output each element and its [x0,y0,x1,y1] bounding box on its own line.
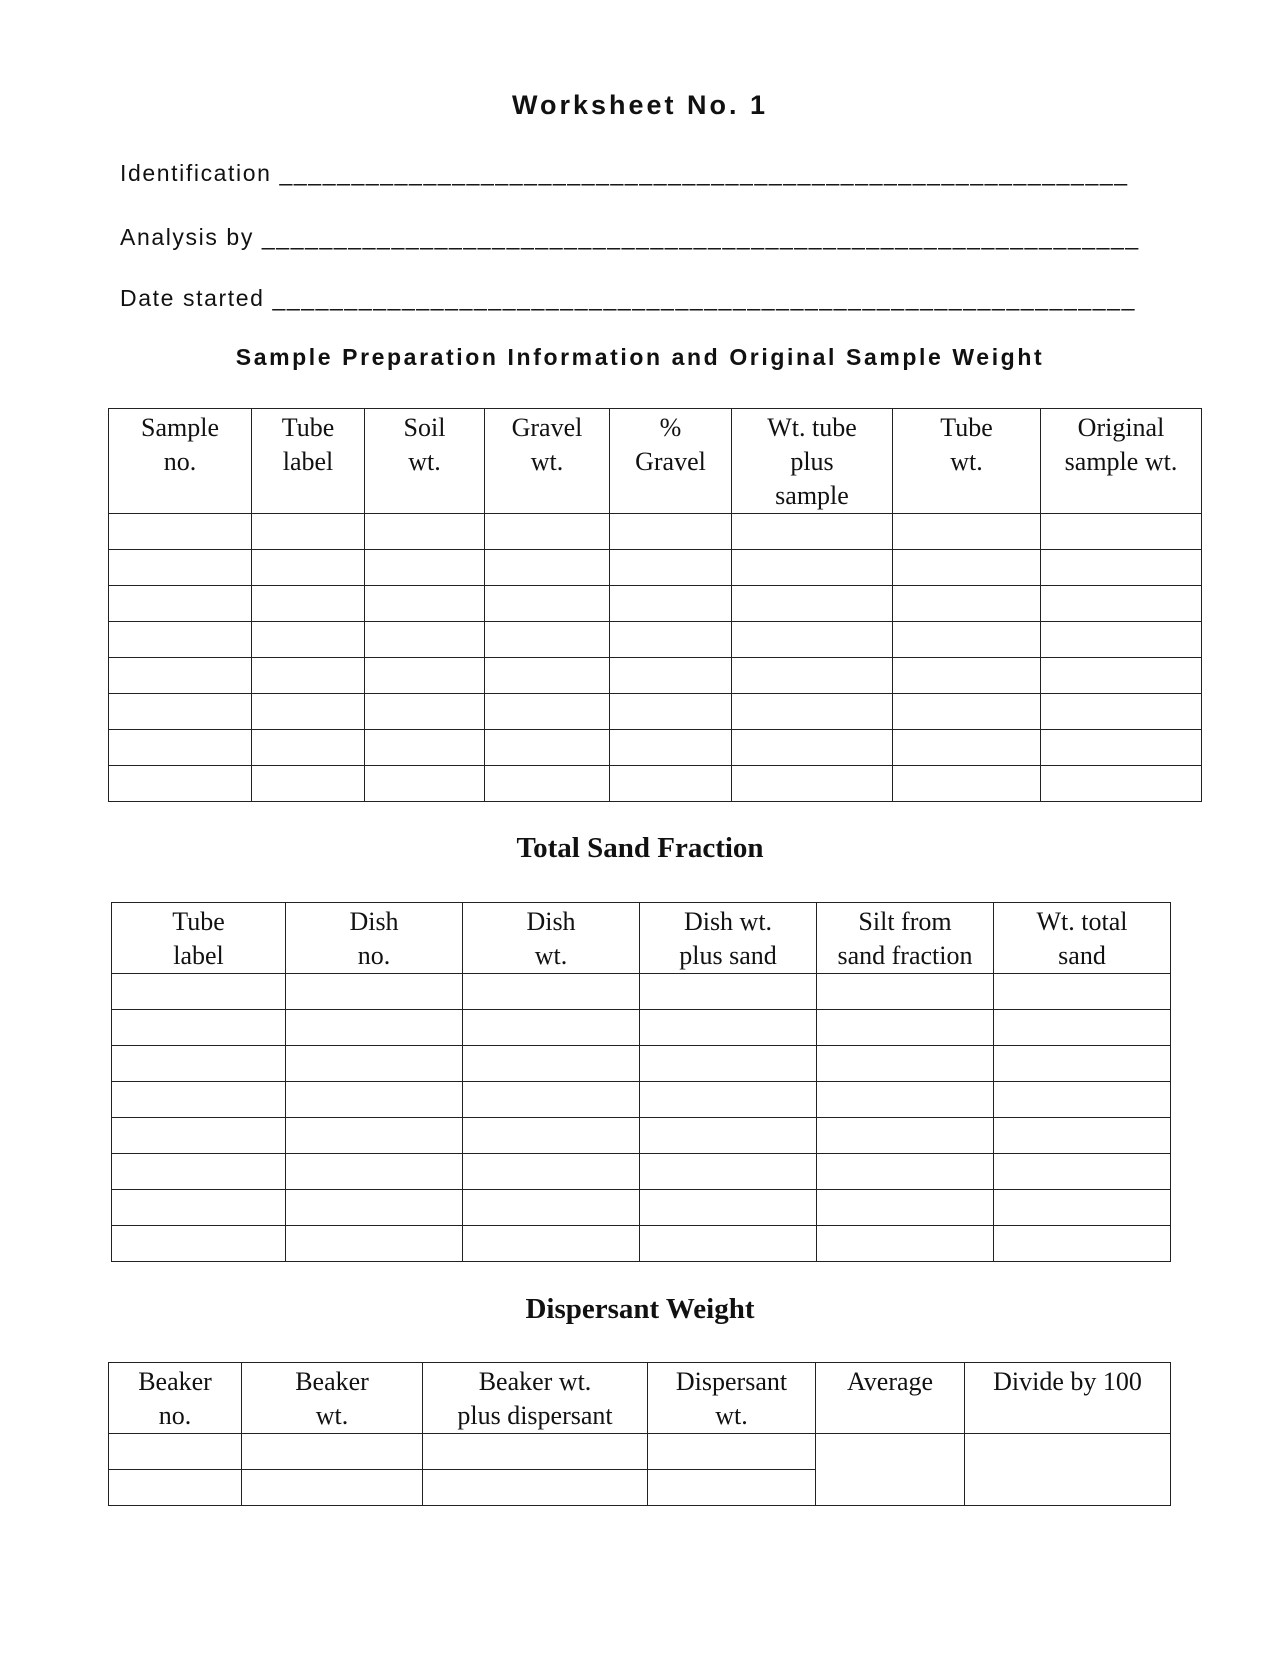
blank-cell[interactable] [252,694,365,730]
header-row [109,409,1202,514]
blank-cell[interactable] [994,1082,1171,1118]
blank-cell[interactable] [1041,586,1202,622]
column-header-line: no. [357,941,391,970]
blank-cell[interactable] [365,730,485,766]
column-header-line: Dish [526,907,576,936]
blank-cell[interactable] [1041,514,1202,550]
blank-cell[interactable] [365,622,485,658]
table-row [109,622,1202,658]
blank-cell[interactable] [817,1046,994,1082]
sand-fraction-table [111,902,1171,1262]
column-header-line: label [282,447,334,476]
column-header-line: Wt. total [1036,907,1128,936]
table-row [112,1226,1171,1262]
blank-cell[interactable] [252,622,365,658]
table-row [109,730,1202,766]
blank-cell[interactable] [610,730,732,766]
sample-prep-heading: Sample Preparation Information and Original Sample Weight [235,344,1045,370]
column-header-soil-wt [365,409,485,514]
sand-fraction-heading: Total Sand Fraction [516,832,764,864]
header-row [109,1363,1171,1434]
dispersant-weight-table [108,1362,1171,1506]
blank-cell[interactable] [485,586,610,622]
blank-cell[interactable] [463,1082,640,1118]
blank-cell[interactable] [112,1190,286,1226]
column-header-line: Dish [349,907,399,936]
blank-cell[interactable] [640,1154,817,1190]
column-header-dish-no [286,903,463,974]
blank-cell[interactable] [365,766,485,802]
blank-cell[interactable] [112,1046,286,1082]
column-header-line: Wt. tube [767,413,857,442]
blank-cell[interactable] [817,1190,994,1226]
column-header-line: Beaker wt. [478,1367,592,1396]
blank-cell[interactable] [994,974,1171,1010]
table-row [109,550,1202,586]
blank-cell[interactable] [640,1082,817,1118]
blank-cell[interactable] [994,1118,1171,1154]
column-header-line: Silt from [858,907,952,936]
column-header-dish-wt [463,903,640,974]
column-header-line: Tube [940,413,993,442]
blank-cell[interactable] [109,766,252,802]
table-row [109,766,1202,802]
blank-cell[interactable] [485,766,610,802]
column-header-line: sample [775,481,849,510]
blank-cell[interactable] [286,1226,463,1262]
column-header-line: Divide by 100 [993,1367,1142,1396]
column-header-line: wt. [534,941,568,970]
column-header-line: no. [158,1401,192,1430]
blank-cell[interactable] [817,1154,994,1190]
blank-cell[interactable] [732,766,893,802]
blank-cell[interactable] [817,1082,994,1118]
blank-cell[interactable] [286,1154,463,1190]
blank-cell[interactable] [242,1434,423,1470]
column-header-beaker-wt-plus-dispersant [423,1363,648,1434]
blank-cell[interactable] [893,586,1041,622]
blank-cell[interactable] [610,550,732,586]
column-header-line: Beaker [138,1367,212,1396]
blank-cell[interactable] [817,1226,994,1262]
blank-cell[interactable] [893,550,1041,586]
blank-cell[interactable] [1041,730,1202,766]
column-header-line: Original [1077,413,1165,442]
blank-cell[interactable] [994,1226,1171,1262]
column-header-line: plus sand [679,941,777,970]
blank-cell[interactable] [365,514,485,550]
table-row [112,1118,1171,1154]
blank-cell[interactable] [816,1434,965,1506]
blank-cell[interactable] [893,730,1041,766]
blank-cell[interactable] [286,1046,463,1082]
blank-cell[interactable] [112,1154,286,1190]
blank-cell[interactable] [242,1470,423,1506]
blank-cell[interactable] [112,1010,286,1046]
blank-cell[interactable] [640,1118,817,1154]
column-header-wt-tube-plus-sample [732,409,893,514]
blank-cell[interactable] [732,694,893,730]
blank-cell[interactable] [640,1010,817,1046]
blank-cell[interactable] [463,974,640,1010]
blank-cell[interactable] [423,1470,648,1506]
column-header-line: Average [846,1367,934,1396]
blank-cell[interactable] [485,550,610,586]
blank-cell[interactable] [893,658,1041,694]
column-header-beaker-wt [242,1363,423,1434]
column-header-line: wt. [408,447,441,476]
blank-cell[interactable] [252,730,365,766]
blank-cell[interactable] [252,514,365,550]
column-header-line: Dispersant [675,1367,788,1396]
column-header-line: Tube [172,907,225,936]
blank-cell[interactable] [109,550,252,586]
column-header-beaker-no [109,1363,242,1434]
column-header-line: plus [790,447,834,476]
blank-cell[interactable] [893,622,1041,658]
blank-cell[interactable] [893,766,1041,802]
table-row [112,1154,1171,1190]
column-header-tube-label [112,903,286,974]
blank-cell[interactable] [112,974,286,1010]
blank-cell[interactable] [485,658,610,694]
blank-cell[interactable] [109,622,252,658]
blank-cell[interactable] [109,694,252,730]
table-row [109,586,1202,622]
blank-cell[interactable] [252,658,365,694]
blank-cell[interactable] [610,514,732,550]
blank-cell[interactable] [463,1046,640,1082]
column-header-line: Gravel [511,413,583,442]
column-header-divide-by-100 [965,1363,1171,1434]
blank-cell[interactable] [732,622,893,658]
blank-cell[interactable] [365,586,485,622]
blank-cell[interactable] [1041,622,1202,658]
blank-cell[interactable] [1041,766,1202,802]
blank-cell[interactable] [610,586,732,622]
blank-cell[interactable] [286,1082,463,1118]
column-header-line: no. [163,447,197,476]
blank-cell[interactable] [112,1118,286,1154]
blank-cell[interactable] [463,1226,640,1262]
blank-cell[interactable] [817,1118,994,1154]
blank-cell[interactable] [112,1082,286,1118]
blank-cell[interactable] [817,974,994,1010]
blank-cell[interactable] [610,658,732,694]
table-row [112,1082,1171,1118]
blank-cell[interactable] [610,694,732,730]
blank-cell[interactable] [252,586,365,622]
blank-cell[interactable] [286,1118,463,1154]
blank-cell[interactable] [485,622,610,658]
column-header-line: wt. [315,1401,349,1430]
column-header-line: Soil [403,413,446,442]
column-header-original-sample-wt [1041,409,1202,514]
table-row [112,974,1171,1010]
blank-cell[interactable] [485,730,610,766]
blank-cell[interactable] [648,1434,816,1470]
column-header-line: sample wt. [1064,447,1178,476]
blank-cell[interactable] [286,1010,463,1046]
blank-cell[interactable] [994,1190,1171,1226]
column-header-tube-label [252,409,365,514]
column-header-line: sand [1058,941,1106,970]
header-row [112,903,1171,974]
blank-cell[interactable] [463,1190,640,1226]
column-header-line: Gravel [635,447,706,476]
blank-cell[interactable] [817,1010,994,1046]
table-row [112,1010,1171,1046]
blank-cell[interactable] [252,550,365,586]
blank-cell[interactable] [109,1470,242,1506]
blank-cell[interactable] [109,514,252,550]
blank-cell[interactable] [994,1046,1171,1082]
blank-cell[interactable] [893,694,1041,730]
blank-cell[interactable] [463,1154,640,1190]
column-header-line: plus dispersant [457,1401,613,1430]
table-row [109,658,1202,694]
column-header-line: wt. [715,1401,748,1430]
blank-cell[interactable] [252,766,365,802]
column-header-line: wt. [530,447,564,476]
column-header-line: Dish wt. [683,907,773,936]
column-header-dispersant-wt [648,1363,816,1434]
blank-cell[interactable] [286,974,463,1010]
column-header-line: Beaker [295,1367,369,1396]
blank-cell[interactable] [732,514,893,550]
blank-cell[interactable] [994,1154,1171,1190]
table-row [109,1434,1171,1470]
date-started-field[interactable]: Date started ____________________________________________________________ [120,285,1136,311]
column-header-line: wt. [950,447,983,476]
column-header-average [816,1363,965,1434]
column-header-silt-from-sand-fraction [817,903,994,974]
blank-cell[interactable] [640,1190,817,1226]
blank-cell[interactable] [286,1190,463,1226]
sample-prep-table [108,408,1202,802]
blank-cell[interactable] [109,586,252,622]
worksheet-title: Worksheet No. 1 [511,90,769,120]
identification-field[interactable]: Identification ___________________________________________________________ [120,160,1129,186]
blank-cell[interactable] [965,1434,1171,1506]
blank-cell[interactable] [365,694,485,730]
blank-cell[interactable] [463,1118,640,1154]
blank-cell[interactable] [640,1046,817,1082]
blank-cell[interactable] [365,550,485,586]
blank-cell[interactable] [463,1010,640,1046]
blank-cell[interactable] [1041,658,1202,694]
blank-cell[interactable] [648,1470,816,1506]
blank-cell[interactable] [109,1434,242,1470]
blank-cell[interactable] [485,694,610,730]
blank-cell[interactable] [732,586,893,622]
column-header-line: label [173,941,224,970]
column-header-sample-no [109,409,252,514]
blank-cell[interactable] [423,1434,648,1470]
blank-cell[interactable] [640,974,817,1010]
dispersant-weight-heading: Dispersant Weight [525,1293,755,1325]
column-header-gravel-wt [485,409,610,514]
blank-cell[interactable] [640,1226,817,1262]
blank-cell[interactable] [732,550,893,586]
column-header-wt-total-sand [994,903,1171,974]
column-header-gravel [610,409,732,514]
column-header-line: Sample [141,413,219,442]
table-row [112,1046,1171,1082]
column-header-dish-wt-plus-sand [640,903,817,974]
blank-cell[interactable] [1041,550,1202,586]
column-header-line: % [659,413,682,442]
blank-cell[interactable] [365,658,485,694]
blank-cell[interactable] [994,1010,1171,1046]
blank-cell[interactable] [109,730,252,766]
blank-cell[interactable] [732,658,893,694]
blank-cell[interactable] [732,730,893,766]
table-row [109,514,1202,550]
blank-cell[interactable] [1041,694,1202,730]
analysis-by-field[interactable]: Analysis by _____________________________________________________________ [120,224,1140,250]
blank-cell[interactable] [893,514,1041,550]
column-header-line: sand fraction [837,941,973,970]
table-row [112,1190,1171,1226]
blank-cell[interactable] [109,658,252,694]
blank-cell[interactable] [610,622,732,658]
blank-cell[interactable] [485,514,610,550]
table-row [109,694,1202,730]
column-header-line: Tube [281,413,335,442]
blank-cell[interactable] [610,766,732,802]
blank-cell[interactable] [112,1226,286,1262]
column-header-tube-wt [893,409,1041,514]
